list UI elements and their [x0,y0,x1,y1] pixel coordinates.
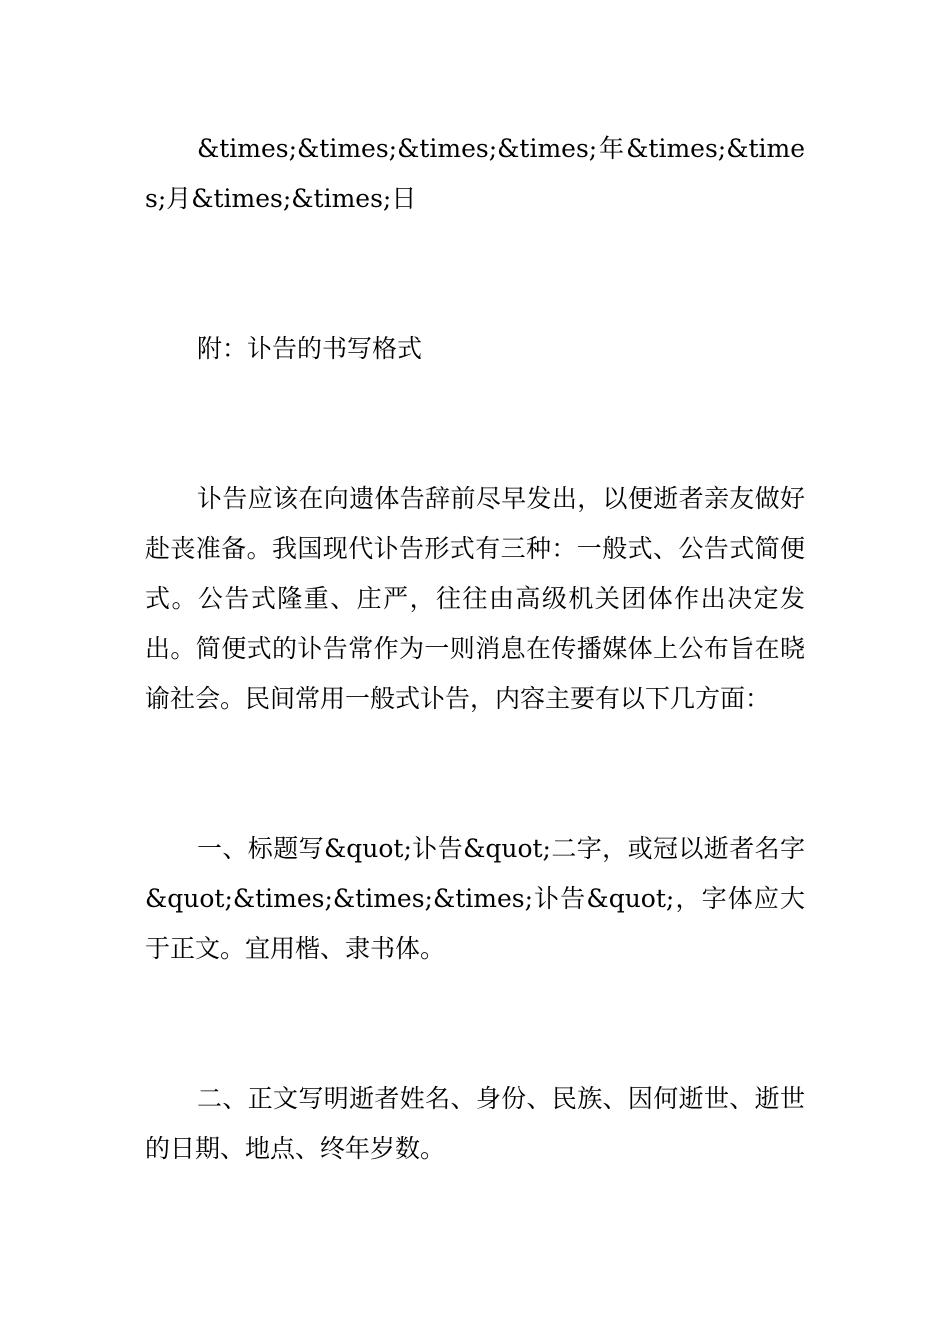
list-item-body: 二、正文写明逝者姓名、身份、民族、因何逝世、逝世的日期、地点、终年岁数。 [145,1084,805,1163]
intro-paragraph: 讣告应该在向遗体告辞前尽早发出，以便逝者亲友做好赴丧准备。我国现代讣告形式有三种：一般式、公告式简便式。公告式隆重、庄严，往往由高级机关团体作出决定发出。简便式的讣告常作为一则消息在传播媒体上公布旨在晓谕社会。民间常用一般式讣告，内容主要有以下几方面： [145,484,805,713]
document-page [145,124,805,1174]
list-item-title: 一、标题写&quot;讣告&quot;二字，或冠以逝者名字&quot;&times;&times;&times;讣告&quot;，字体应大于正文。宜用楷、隶书体。 [145,834,805,963]
date-line: &times;&times;&times;&times;年&times;&times;月&times;&times;日 [145,134,805,213]
appendix-heading: 附：讣告的书写格式 [197,334,423,363]
